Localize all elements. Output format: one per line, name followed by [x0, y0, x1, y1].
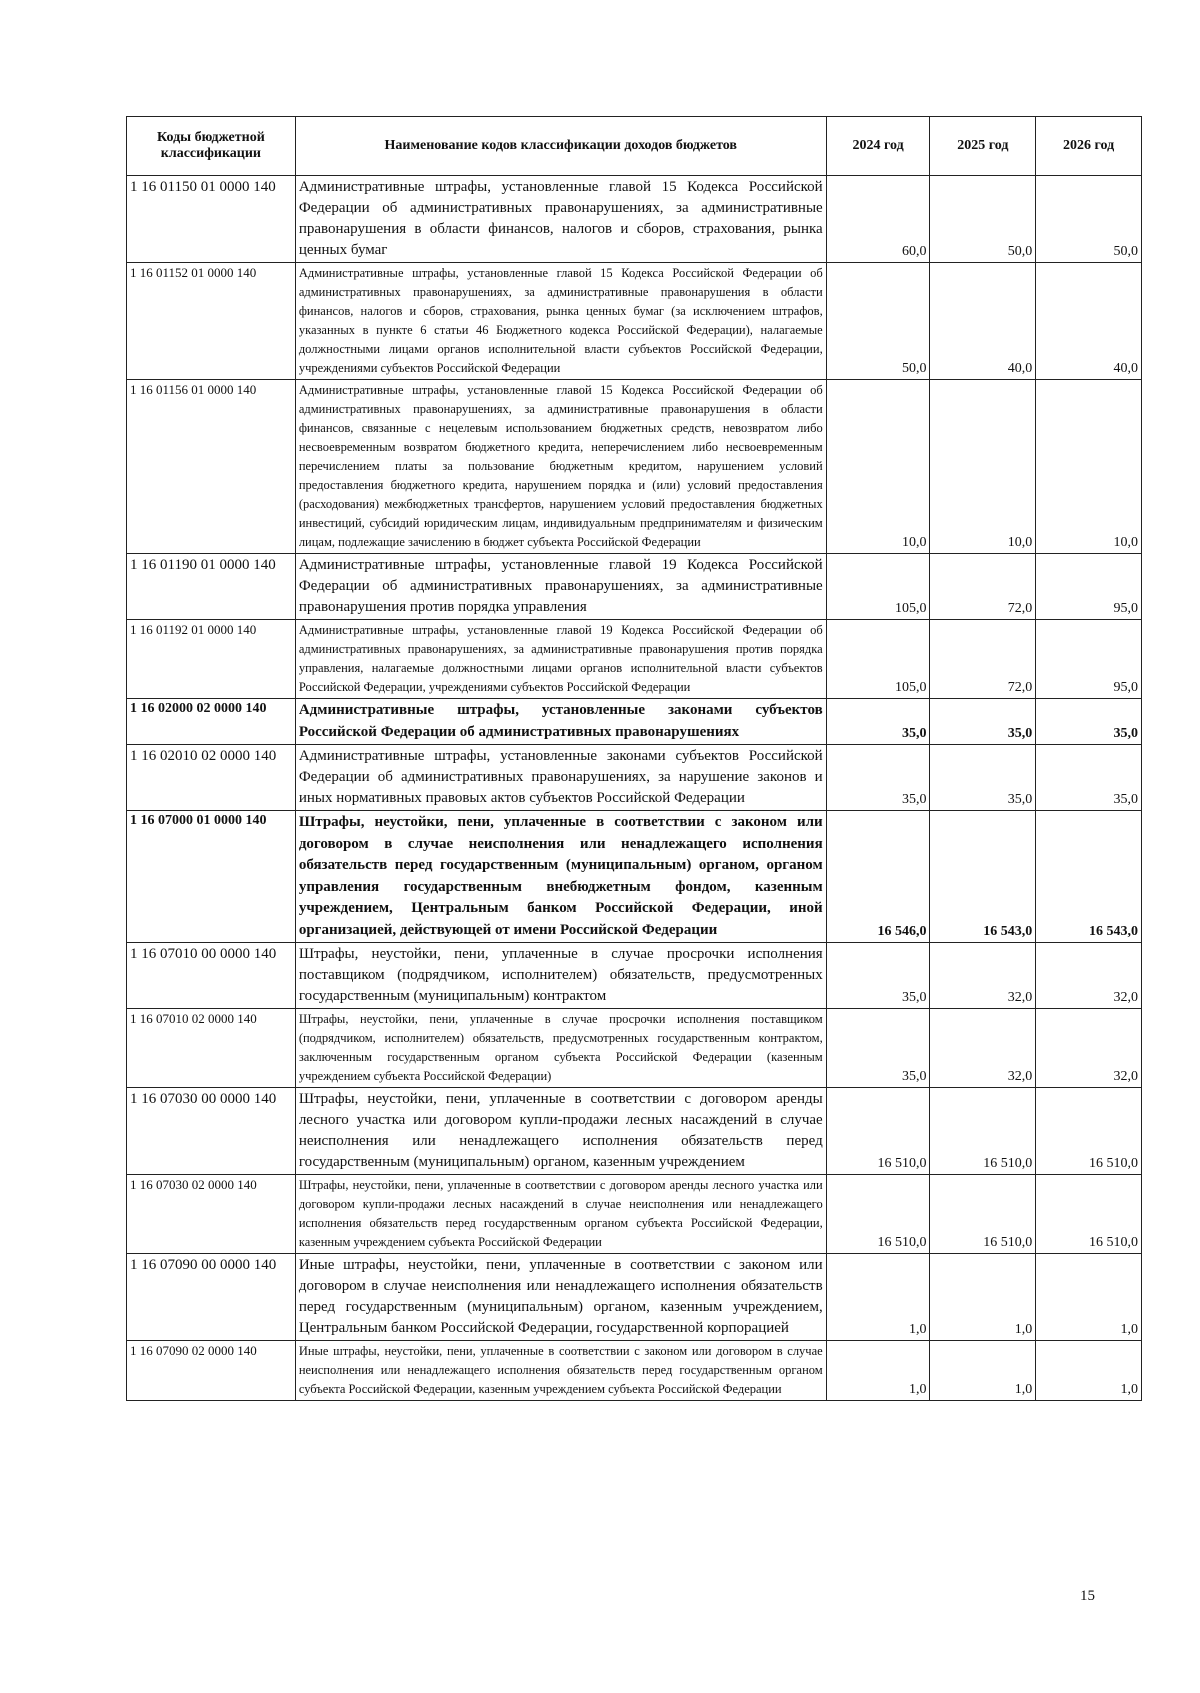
- value-2026-cell: 1,0: [1036, 1341, 1142, 1401]
- budget-code-cell: 1 16 07030 02 0000 140: [127, 1175, 296, 1254]
- value-2025-cell: 35,0: [930, 745, 1036, 811]
- value-2026-cell: 32,0: [1036, 943, 1142, 1009]
- value-2026-cell: 16 543,0: [1036, 811, 1142, 943]
- budget-code-cell: 1 16 01152 01 0000 140: [127, 263, 296, 380]
- income-name-cell: Иные штрафы, неустойки, пени, уплаченные в соответствии с законом или договором в случае неисполнения или ненадлежащего исполнения обязательств перед государственным (муниципальным) органом, казенным учреждением, Центральным банком Российской Федерации, государственной корпорацией: [295, 1254, 826, 1341]
- value-2024-cell: 105,0: [826, 554, 930, 620]
- income-name-cell: Административные штрафы, установленные главой 19 Кодекса Российской Федерации об административных правонарушениях, за административные правонарушения против порядка управления, налагаемые должностными лицами органов исполнительной власти субъектов Российской Федерации, учреждениями субъектов Российской Федерации: [295, 620, 826, 699]
- income-name-cell: Иные штрафы, неустойки, пени, уплаченные в соответствии с законом или договором в случае неисполнения или ненадлежащего исполнения обязательств перед государственным органом субъекта Российской Федерации, казенным учреждением субъекта Российской Федерации: [295, 1341, 826, 1401]
- value-2026-cell: 10,0: [1036, 380, 1142, 554]
- value-2024-cell: 10,0: [826, 380, 930, 554]
- budget-code-cell: 1 16 02000 02 0000 140: [127, 699, 296, 745]
- header-2026: 2026 год: [1036, 117, 1142, 176]
- header-codes: Коды бюджетной классификации: [127, 117, 296, 176]
- table-row: [127, 176, 1142, 263]
- value-2025-cell: 50,0: [930, 176, 1036, 263]
- value-2026-cell: 16 510,0: [1036, 1088, 1142, 1175]
- value-2024-cell: 35,0: [826, 943, 930, 1009]
- page-number: 15: [1080, 1588, 1095, 1604]
- header-2025: 2025 год: [930, 117, 1036, 176]
- value-2025-cell: 16 510,0: [930, 1088, 1036, 1175]
- budget-code-cell: 1 16 01156 01 0000 140: [127, 380, 296, 554]
- value-2025-cell: 72,0: [930, 620, 1036, 699]
- value-2024-cell: 16 546,0: [826, 811, 930, 943]
- budget-code-cell: 1 16 02010 02 0000 140: [127, 745, 296, 811]
- value-2026-cell: 16 510,0: [1036, 1175, 1142, 1254]
- table-row: [127, 1341, 1142, 1401]
- value-2026-cell: 50,0: [1036, 176, 1142, 263]
- table-row: [127, 1175, 1142, 1254]
- table-row: [127, 811, 1142, 943]
- table-row: [127, 1254, 1142, 1341]
- value-2026-cell: 35,0: [1036, 699, 1142, 745]
- value-2024-cell: 35,0: [826, 1009, 930, 1088]
- value-2025-cell: 32,0: [930, 1009, 1036, 1088]
- income-name-cell: Административные штрафы, установленные законами субъектов Российской Федерации об административных правонарушениях, за нарушение законов и иных нормативных правовых актов субъектов Российской Федерации: [295, 745, 826, 811]
- value-2024-cell: 35,0: [826, 699, 930, 745]
- budget-code-cell: 1 16 07010 00 0000 140: [127, 943, 296, 1009]
- header-name: Наименование кодов классификации доходов бюджетов: [295, 117, 826, 176]
- value-2024-cell: 1,0: [826, 1254, 930, 1341]
- value-2024-cell: 50,0: [826, 263, 930, 380]
- value-2025-cell: 16 543,0: [930, 811, 1036, 943]
- value-2024-cell: 16 510,0: [826, 1175, 930, 1254]
- value-2025-cell: 16 510,0: [930, 1175, 1036, 1254]
- budget-code-cell: 1 16 07090 02 0000 140: [127, 1341, 296, 1401]
- table-row: [127, 745, 1142, 811]
- value-2026-cell: 35,0: [1036, 745, 1142, 811]
- table-row: [127, 380, 1142, 554]
- budget-classification-table: [126, 116, 1142, 1401]
- income-name-cell: Административные штрафы, установленные главой 19 Кодекса Российской Федерации об административных правонарушениях, за административные правонарушения против порядка управления: [295, 554, 826, 620]
- value-2025-cell: 32,0: [930, 943, 1036, 1009]
- income-name-cell: Административные штрафы, установленные главой 15 Кодекса Российской Федерации об административных правонарушениях, за административные правонарушения в области финансов, связанные с нецелевым использованием бюджетных средств, невозвратом либо несвоевременным возвратом бюджетного кредита, неперечислением либо несвоевременным перечислением платы за пользование бюджетным кредитом, нарушением условий предоставления бюджетного кредита, нарушением порядка и (или) условий предоставления (расходования) межбюджетных трансфертов, нарушением условий предоставления бюджетных инвестиций, субсидий юридическим лицам, индивидуальным предпринимателям и физическим лицам, подлежащие зачислению в бюджет субъекта Российской Федерации: [295, 380, 826, 554]
- budget-code-cell: 1 16 07090 00 0000 140: [127, 1254, 296, 1341]
- value-2026-cell: 32,0: [1036, 1009, 1142, 1088]
- budget-code-cell: 1 16 07030 00 0000 140: [127, 1088, 296, 1175]
- table-row: [127, 554, 1142, 620]
- income-name-cell: Штрафы, неустойки, пени, уплаченные в случае просрочки исполнения поставщиком (подрядчиком, исполнителем) обязательств, предусмотренных государственным (муниципальным) контрактом: [295, 943, 826, 1009]
- table-row: [127, 263, 1142, 380]
- value-2024-cell: 60,0: [826, 176, 930, 263]
- value-2026-cell: 1,0: [1036, 1254, 1142, 1341]
- table-row: [127, 1009, 1142, 1088]
- value-2025-cell: 1,0: [930, 1254, 1036, 1341]
- table-row: [127, 1088, 1142, 1175]
- budget-code-cell: 1 16 07000 01 0000 140: [127, 811, 296, 943]
- budget-code-cell: 1 16 07010 02 0000 140: [127, 1009, 296, 1088]
- value-2024-cell: 105,0: [826, 620, 930, 699]
- value-2026-cell: 95,0: [1036, 554, 1142, 620]
- table-row: [127, 699, 1142, 745]
- value-2025-cell: 40,0: [930, 263, 1036, 380]
- value-2024-cell: 35,0: [826, 745, 930, 811]
- income-name-cell: Штрафы, неустойки, пени, уплаченные в случае просрочки исполнения поставщиком (подрядчиком, исполнителем) обязательств, предусмотренных государственным контрактом, заключенным государственным органом субъекта Российской Федерации (казенным учреждением субъекта Российской Федерации): [295, 1009, 826, 1088]
- income-name-cell: Административные штрафы, установленные главой 15 Кодекса Российской Федерации об административных правонарушениях, за административные правонарушения в области финансов, налогов и сборов, страхования, рынка ценных бумаг: [295, 176, 826, 263]
- table-row: [127, 620, 1142, 699]
- value-2024-cell: 16 510,0: [826, 1088, 930, 1175]
- budget-code-cell: 1 16 01192 01 0000 140: [127, 620, 296, 699]
- value-2025-cell: 10,0: [930, 380, 1036, 554]
- income-name-cell: Административные штрафы, установленные законами субъектов Российской Федерации об административных правонарушениях: [295, 699, 826, 745]
- income-name-cell: Штрафы, неустойки, пени, уплаченные в соответствии с законом или договором в случае неисполнения или ненадлежащего исполнения обязательств перед государственным (муниципальным) органом, органом управления государственным внебюджетным фондом, казенным учреждением, Центральным банком Российской Федерации, иной организацией, действующей от имени Российской Федерации: [295, 811, 826, 943]
- value-2025-cell: 1,0: [930, 1341, 1036, 1401]
- budget-code-cell: 1 16 01190 01 0000 140: [127, 554, 296, 620]
- income-name-cell: Штрафы, неустойки, пени, уплаченные в соответствии с договором аренды лесного участка или договором купли-продажи лесных насаждений в случае неисполнения или ненадлежащего исполнения обязательств перед государственным органом субъекта Российской Федерации, казенным учреждением субъекта Российской Федерации: [295, 1175, 826, 1254]
- value-2026-cell: 40,0: [1036, 263, 1142, 380]
- value-2025-cell: 72,0: [930, 554, 1036, 620]
- value-2024-cell: 1,0: [826, 1341, 930, 1401]
- table-body: [127, 176, 1142, 1401]
- income-name-cell: Штрафы, неустойки, пени, уплаченные в соответствии с договором аренды лесного участка или договором купли-продажи лесных насаждений в случае неисполнения или ненадлежащего исполнения обязательств перед государственным (муниципальным) органом, казенным учреждением: [295, 1088, 826, 1175]
- budget-code-cell: 1 16 01150 01 0000 140: [127, 176, 296, 263]
- value-2025-cell: 35,0: [930, 699, 1036, 745]
- table-header-row: [127, 117, 1142, 176]
- income-name-cell: Административные штрафы, установленные главой 15 Кодекса Российской Федерации об административных правонарушениях, за административные правонарушения в области финансов, налогов и сборов, страхования, рынка ценных бумаг (за исключением штрафов, указанных в пункте 6 статьи 46 Бюджетного кодекса Российской Федерации), налагаемые должностными лицами органов исполнительной власти субъектов Российской Федерации, учреждениями субъектов Российской Федерации: [295, 263, 826, 380]
- table-row: [127, 943, 1142, 1009]
- header-2024: 2024 год: [826, 117, 930, 176]
- value-2026-cell: 95,0: [1036, 620, 1142, 699]
